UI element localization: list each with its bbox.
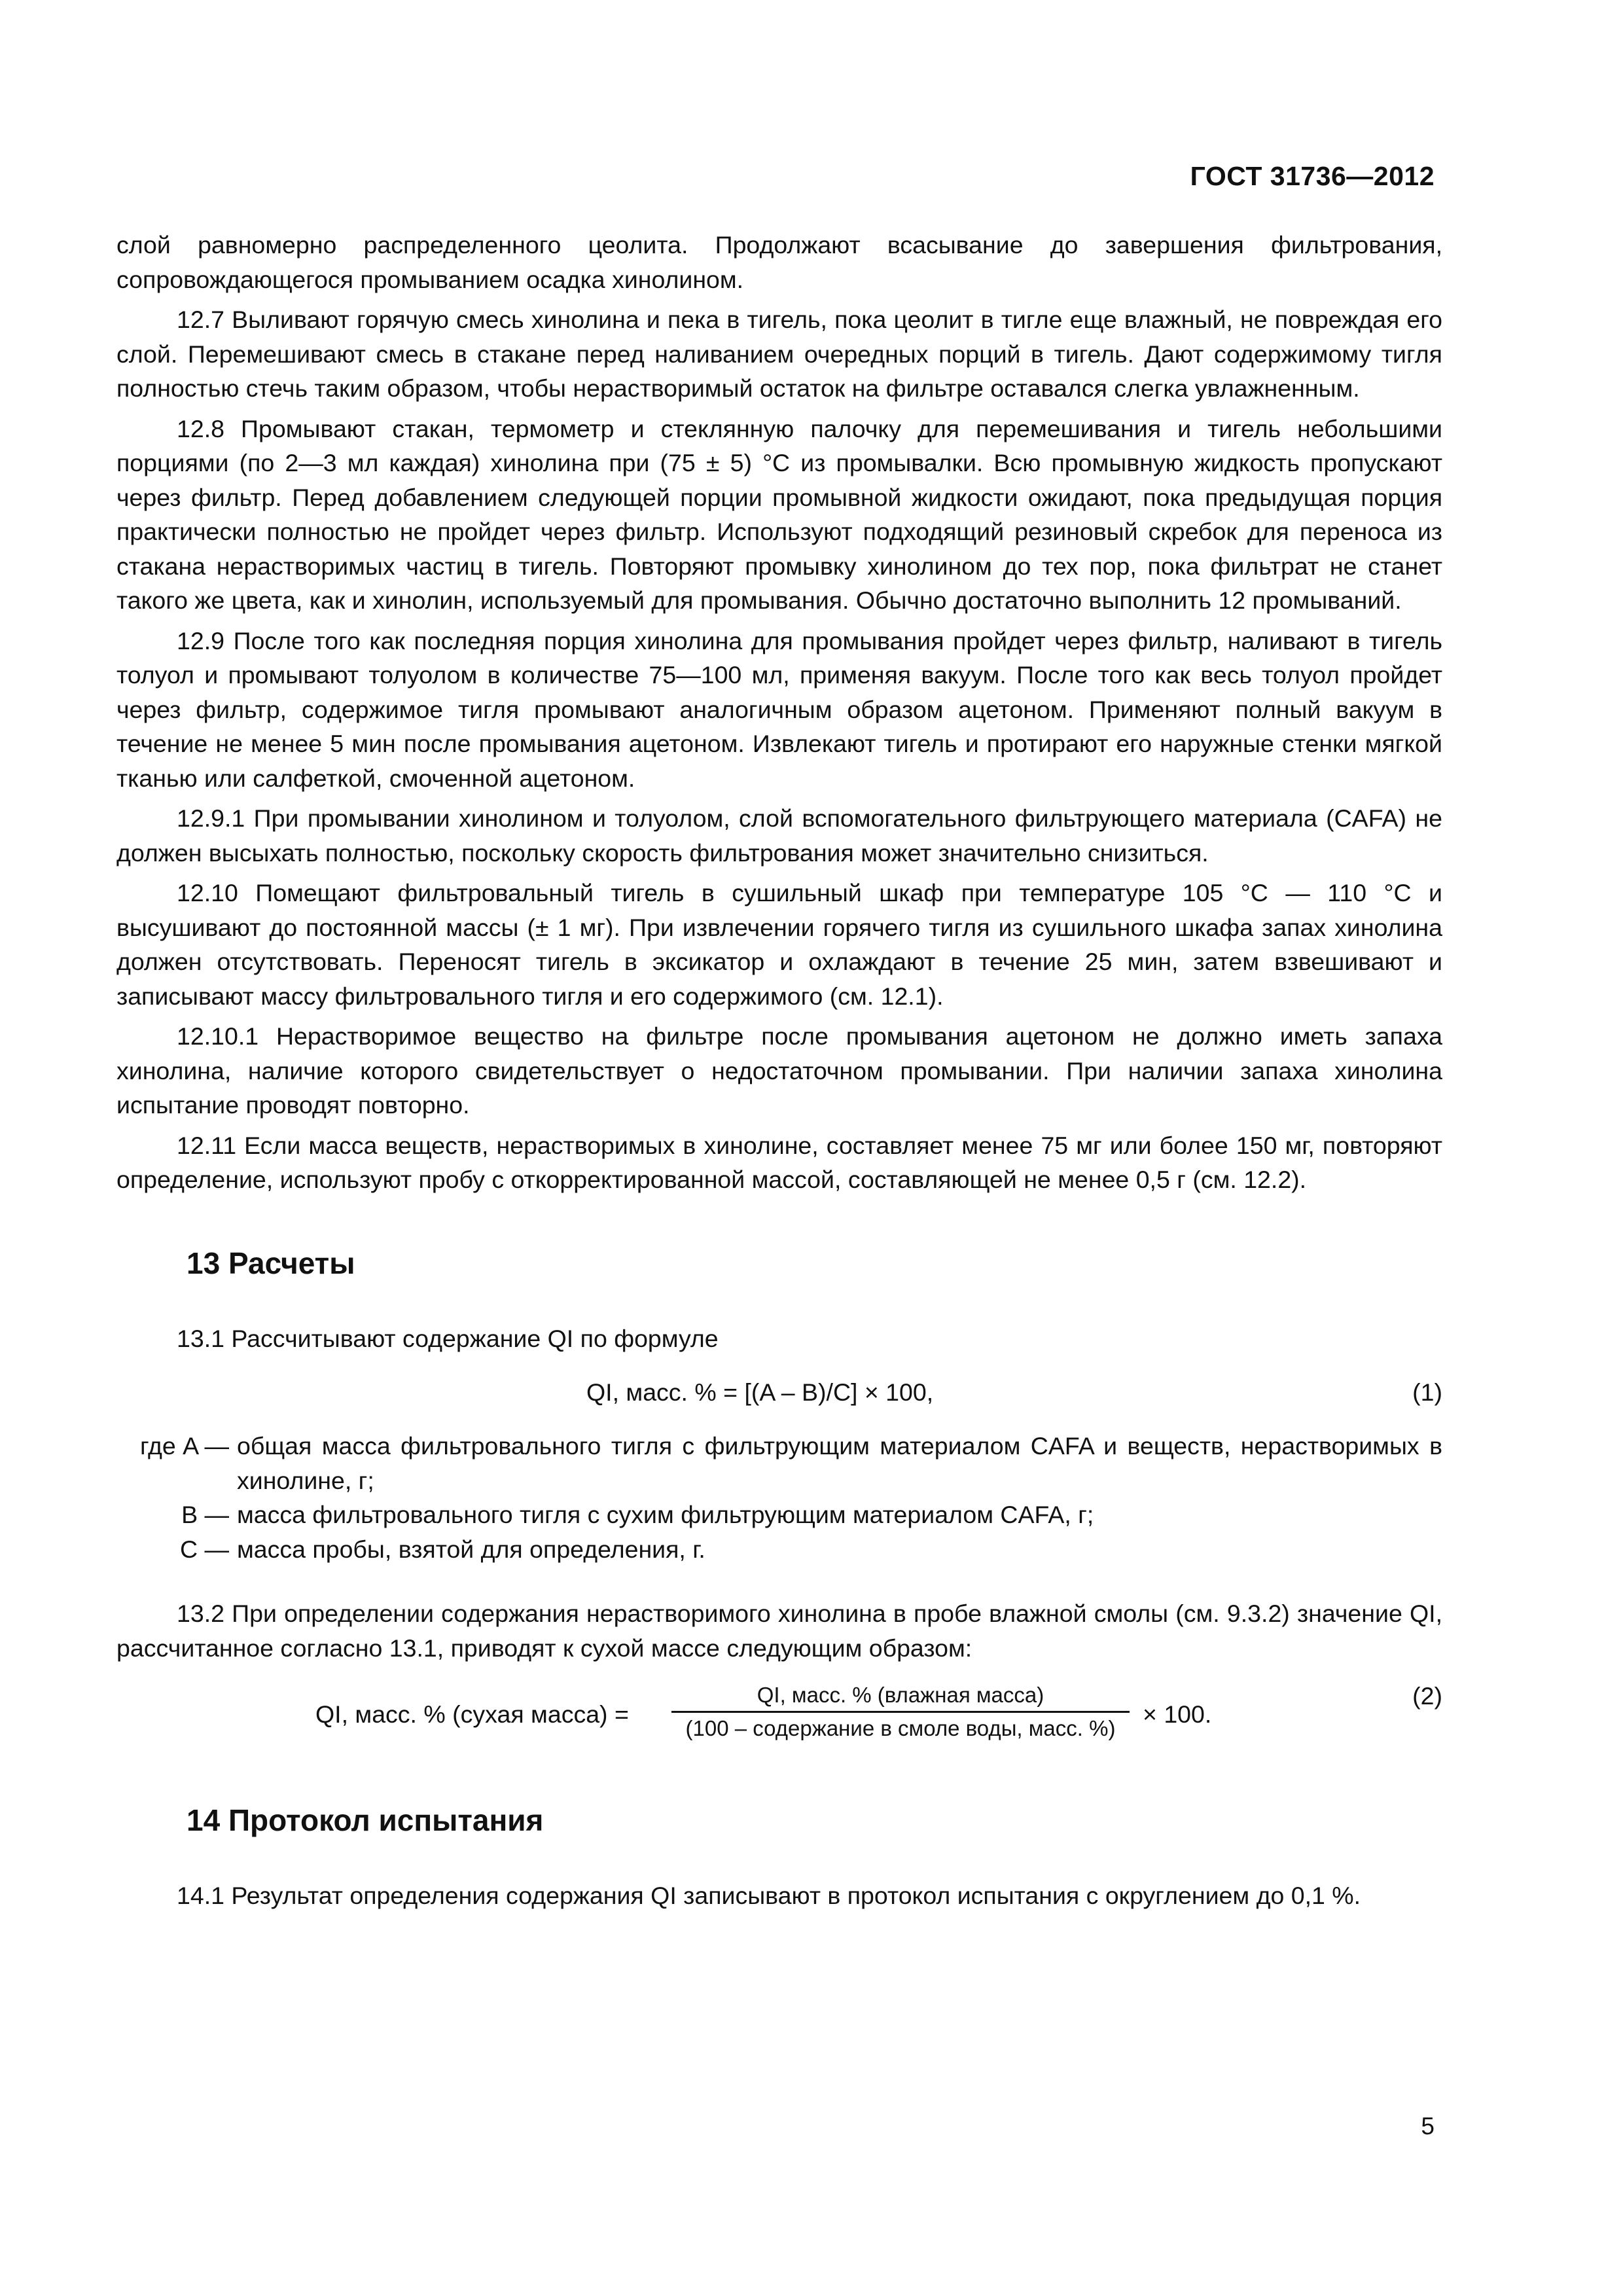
paragraph-12-9-1: 12.9.1 При промывании хинолином и толуолом, слой вспомогательного фильтрующего материала (CAFA) не должен высыхать полностью, поскольку скорость фильтрования может значительно снизиться. <box>116 804 1442 867</box>
section-13-title: 13 Расчеты <box>187 1246 355 1280</box>
paragraph-12-11: 12.11 Если масса веществ, нерастворимых в хинолине, составляет менее 75 мг или более 150 мг, повторяют определение, используют пробу с откорректированной массой, составляющей не менее 0,5 г (см. 12.2). <box>116 1131 1442 1193</box>
paragraph-continuation: слой равномерно распределенного цеолита. Продолжают всасывание до завершения фильтрования, сопровождающегося промыванием осадка хинолином. <box>116 231 1442 293</box>
legend-row <box>116 1429 1442 1498</box>
paragraph-13-1: 13.1 Рассчитывают содержание QI по формуле <box>177 1324 719 1352</box>
paragraph-12-9: 12.9 После того как последняя порция хинолина для промывания пройдет через фильтр, наливают в тигель толуол и промывают толуолом в количестве 75—100 мл, применяя вакуум. После того как весь толуол пройдет через фильтр, содержимое тигля промывают аналогичным образом ацетоном. Применяют полный вакуум в течение не менее 5 мин после промывания ацетоном. Извлекают тигель и протирают его наружные стенки мягкой тканью или салфеткой, смоченной ацетоном. <box>116 626 1442 792</box>
formula-1-expression: QI, масс. % = [(A – B)/C] × 100, <box>586 1378 934 1406</box>
legend-description: общая масса фильтровального тигля с фильтрующим материалом CAFA и веществ, нерастворимых в хинолине, г; <box>237 1432 1442 1494</box>
formula-2-denominator: (100 – содержание в смоле воды, масс. %) <box>685 1716 1116 1740</box>
paragraph-13-2: 13.2 При определении содержания нерастворимого хинолина в пробе влажной смолы (см. 9.3.2) значение QI, рассчитанное согласно 13.1, приводят к сухой массе следующим образом: <box>116 1600 1442 1662</box>
formula-2 <box>116 1682 1442 1754</box>
formula-2-fraction <box>671 1682 1130 1742</box>
formula-2-lhs: QI, масс. % (сухая масса) = <box>315 1700 629 1728</box>
formula-1 <box>116 1375 1442 1414</box>
formula-1-number: (1) <box>1412 1378 1442 1406</box>
formula-2-multiplier: × 100. <box>1143 1700 1212 1728</box>
formula-2-number: (2) <box>1412 1682 1442 1710</box>
legend-symbol: где A — <box>139 1432 229 1460</box>
formula-legend <box>116 1429 1442 1566</box>
fraction-bar <box>671 1711 1130 1713</box>
legend-symbol: B — <box>181 1501 229 1528</box>
paragraph-12-8: 12.8 Промывают стакан, термометр и стеклянную палочку для перемешивания и тигель небольшими порциями (по 2—3 мл каждая) хинолина при (75 ± 5) °С из промывалки. Всю промывную жидкость пропускают через фильтр. Перед добавлением следующей порции промывной жидкости ожидают, пока предыдущая порция практически полностью не пройдет через фильтр. Используют подходящий резиновый скребок для переноса из стакана нерастворимых частиц в тигель. Повторяют промывку хинолином до тех пор, пока фильтрат не станет такого же цвета, как и хинолин, используемый для промывания. Обычно достаточно выполнить 12 промываний. <box>116 414 1442 614</box>
paragraph-12-10: 12.10 Помещают фильтровальный тигель в сушильный шкаф при температуре 105 °С — 110 °С и высушивают до постоянной массы (± 1 мг). При извлечении горячего тигля из сушильного шкафа запах хинолина должен отсутствовать. Переносят тигель в эксикатор и охлаждают в течение 25 мин, затем взвешивают и записывают массу фильтровального тигля и его содержимого (см. 12.1). <box>116 879 1442 1010</box>
legend-row <box>116 1498 1442 1532</box>
legend-symbol: C — <box>180 1535 229 1563</box>
page-number: 5 <box>1421 2113 1435 2140</box>
page-content <box>116 228 1442 1919</box>
document-id-header: ГОСТ 31736—2012 <box>1190 161 1435 191</box>
paragraph-14-1: 14.1 Результат определения содержания QI записывают в протокол испытания с округлением до 0,1 %. <box>177 1882 1361 1909</box>
section-14-title: 14 Протокол испытания <box>187 1803 544 1837</box>
legend-description: масса фильтровального тигля с сухим фильтрующим материалом CAFA, г; <box>237 1501 1094 1528</box>
legend-description: масса пробы, взятой для определения, г. <box>237 1535 705 1563</box>
formula-2-numerator: QI, масс. % (влажная масса) <box>757 1683 1044 1707</box>
paragraph-12-7: 12.7 Выливают горячую смесь хинолина и пека в тигель, пока цеолит в тигле еще влажный, не повреждая его слой. Перемешивают смесь в стакане перед наливанием очередных порций в тигель. Дают содержимому тигля полностью стечь таким образом, чтобы нерастворимый остаток на фильтре оставался слегка увлажненным. <box>116 306 1442 402</box>
paragraph-12-10-1: 12.10.1 Нерастворимое вещество на фильтре после промывания ацетоном не должно иметь запаха хинолина, наличие которого свидетельствует о недостаточном промывании. При наличии запаха хинолина испытание проводят повторно. <box>116 1022 1442 1119</box>
legend-row <box>116 1532 1442 1567</box>
